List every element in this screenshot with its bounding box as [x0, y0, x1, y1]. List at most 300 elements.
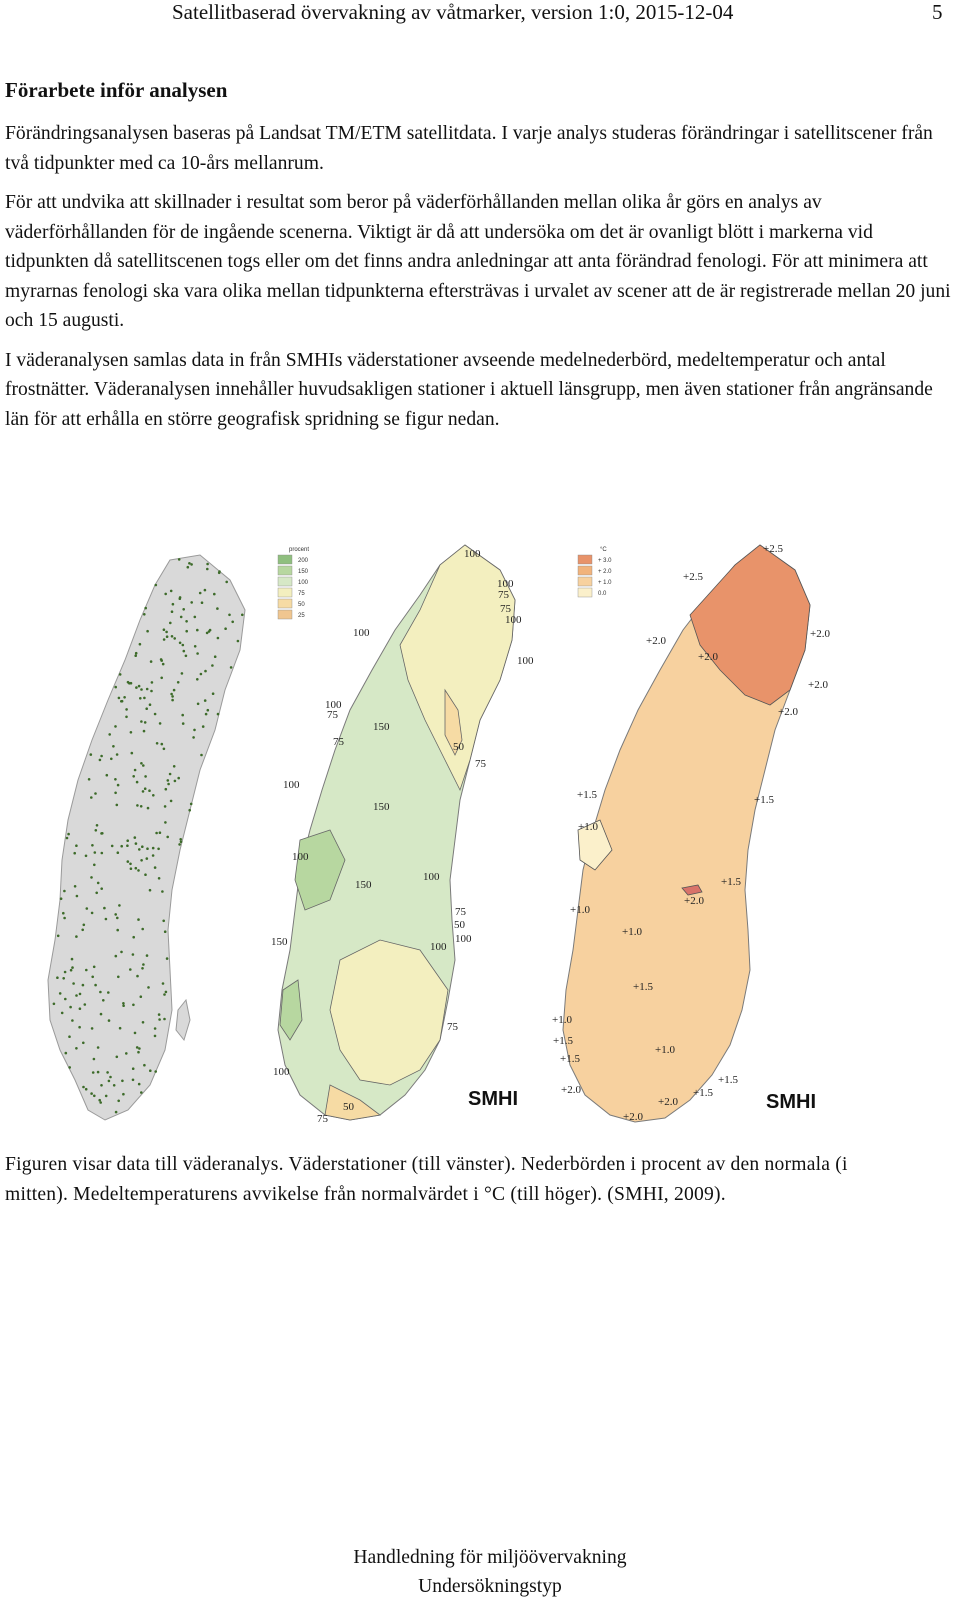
station-dot	[74, 885, 77, 888]
page-footer	[0, 1543, 960, 1601]
station-dot	[114, 778, 117, 781]
station-dot	[105, 918, 108, 921]
station-dot	[135, 867, 138, 870]
station-dot	[137, 918, 140, 921]
station-dot	[179, 838, 182, 841]
legend-swatch	[278, 555, 292, 564]
station-dot	[137, 869, 140, 872]
station-dot	[202, 725, 205, 728]
station-dot	[96, 824, 99, 827]
station-dot	[75, 1047, 78, 1050]
station-dot	[65, 1052, 68, 1055]
station-dot	[140, 1091, 143, 1094]
station-dot	[106, 774, 109, 777]
station-dot	[152, 794, 155, 797]
station-dot	[129, 968, 132, 971]
station-dot	[147, 986, 150, 989]
station-dot	[172, 603, 175, 606]
station-dot	[132, 1004, 135, 1007]
station-dot	[99, 1101, 102, 1104]
station-dot	[69, 1006, 72, 1009]
station-dot	[53, 1003, 56, 1006]
station-dot	[94, 851, 97, 854]
station-dot	[106, 1071, 109, 1074]
station-dot	[141, 928, 144, 931]
station-dot	[163, 628, 166, 631]
legend-label: 75	[298, 591, 305, 597]
station-dot	[118, 697, 121, 700]
station-dot	[117, 851, 120, 854]
station-dot	[199, 592, 202, 595]
station-dot	[200, 754, 203, 757]
station-dot	[136, 975, 139, 978]
contour-label: 150	[373, 801, 390, 813]
contour-label: +1.5	[754, 794, 774, 806]
station-dot	[114, 686, 117, 689]
station-dot	[170, 693, 173, 696]
station-dot	[194, 616, 197, 619]
station-dot	[129, 863, 132, 866]
smhi-logo-temp: SMHI	[766, 1091, 816, 1113]
contour-label: 100	[325, 699, 342, 711]
station-dot	[100, 1084, 103, 1087]
station-dot	[138, 685, 141, 688]
station-dot	[71, 1019, 74, 1022]
station-dot	[190, 803, 193, 806]
station-dot	[79, 993, 82, 996]
station-dot	[209, 629, 212, 632]
contour-label: +1.5	[577, 789, 597, 801]
station-dot	[78, 1026, 81, 1029]
station-dot	[71, 966, 74, 969]
station-dot	[102, 999, 105, 1002]
station-dot	[204, 699, 207, 702]
station-dot	[163, 638, 166, 641]
station-dot	[131, 752, 134, 755]
station-dot	[90, 876, 93, 879]
station-dot	[95, 892, 98, 895]
station-dot	[159, 722, 162, 725]
station-dot	[158, 877, 161, 880]
legend-label: 0.0	[598, 591, 607, 597]
station-dot	[152, 847, 155, 850]
station-dot	[88, 778, 91, 781]
contour-label: +2.0	[808, 679, 828, 691]
station-dot	[126, 844, 129, 847]
gotland-outline	[176, 1000, 190, 1040]
station-dot	[134, 1032, 137, 1035]
station-dot	[158, 1018, 161, 1021]
page-header	[0, 0, 960, 30]
station-dot	[82, 984, 85, 987]
station-dot	[68, 1066, 71, 1069]
legend-swatch	[278, 577, 292, 586]
station-dot	[144, 787, 147, 790]
station-dot	[178, 558, 181, 561]
station-dot	[169, 622, 172, 625]
station-dot	[180, 616, 183, 619]
station-dot	[75, 844, 78, 847]
station-dot	[126, 839, 129, 842]
station-dot	[146, 688, 149, 691]
station-dot	[185, 655, 188, 658]
station-dot	[112, 745, 115, 748]
contour-label: 75	[327, 709, 338, 721]
legend-label: 100	[298, 580, 309, 586]
station-dot	[97, 1046, 100, 1049]
station-dot	[173, 765, 176, 768]
station-dot	[166, 836, 169, 839]
station-dot	[119, 1027, 122, 1030]
station-dot	[61, 1012, 64, 1015]
station-dot	[216, 607, 219, 610]
contour-label: 100	[497, 578, 514, 590]
station-dot	[163, 748, 166, 751]
contour-label: +1.0	[552, 1014, 572, 1026]
contour-label: 100	[455, 933, 472, 945]
station-dot	[90, 753, 93, 756]
temperature-map	[552, 543, 830, 1123]
station-dot	[214, 655, 217, 658]
station-dot	[174, 780, 177, 783]
station-dot	[115, 955, 118, 958]
station-dot	[57, 935, 60, 938]
legend-swatch	[278, 610, 292, 619]
station-dot	[150, 660, 153, 663]
legend-label: + 2.0	[598, 569, 612, 575]
contour-label: 150	[355, 879, 372, 891]
station-dot	[135, 652, 138, 655]
station-dot	[225, 581, 228, 584]
station-dot	[108, 733, 111, 736]
station-dot	[135, 686, 138, 689]
station-dot	[150, 690, 153, 693]
station-dot	[171, 695, 174, 698]
station-dot	[154, 1027, 157, 1030]
station-dot	[100, 887, 103, 890]
footer-line-1: Handledning för miljöövervakning	[353, 1547, 627, 1568]
station-dot	[169, 773, 172, 776]
contour-label: 75	[333, 736, 344, 748]
station-dot	[94, 792, 97, 795]
contour-label: 150	[373, 721, 390, 733]
station-dot	[136, 1046, 139, 1049]
station-dot	[120, 845, 123, 848]
contour-label: 100	[353, 627, 370, 639]
station-dot	[86, 907, 89, 910]
station-dot	[136, 781, 139, 784]
station-dot	[75, 935, 78, 938]
station-dot	[143, 1064, 146, 1067]
station-dot	[140, 805, 143, 808]
station-dot	[183, 650, 186, 653]
station-dot	[79, 1007, 82, 1010]
document-title: Satellitbaserad övervakning av våtmarker, version 1:0, 2015-12-04	[172, 0, 734, 24]
station-dot	[143, 697, 146, 700]
station-dot	[99, 759, 102, 762]
contour-label: +2.0	[810, 628, 830, 640]
station-dot	[192, 736, 195, 739]
temp-legend-title: °C	[600, 547, 607, 553]
station-dot	[85, 855, 88, 858]
station-dot	[217, 637, 220, 640]
station-dot	[93, 864, 96, 867]
station-dot	[128, 682, 131, 685]
contour-label: +2.0	[623, 1111, 643, 1123]
contour-label: +1.5	[633, 981, 653, 993]
station-dot	[99, 991, 102, 994]
contour-label: 100	[505, 614, 522, 626]
contour-label: 100	[423, 871, 440, 883]
station-dot	[140, 762, 143, 765]
station-dot	[56, 976, 59, 979]
station-dot	[144, 607, 147, 610]
contour-label: 100	[430, 941, 447, 953]
station-dot	[164, 930, 167, 933]
station-dot	[188, 809, 191, 812]
contour-label: +2.0	[698, 651, 718, 663]
station-dot	[179, 596, 182, 599]
station-dot	[147, 807, 150, 810]
station-dot	[116, 804, 119, 807]
station-dot	[140, 720, 143, 723]
station-dot	[196, 678, 199, 681]
station-dot	[91, 912, 94, 915]
contour-label: 75	[475, 758, 486, 770]
contour-label: 100	[517, 655, 534, 667]
station-dot	[100, 832, 103, 835]
station-dot	[197, 703, 200, 706]
station-dot	[122, 1004, 125, 1007]
station-dot	[146, 847, 149, 850]
station-dot	[194, 645, 197, 648]
station-dot	[143, 730, 146, 733]
station-dot	[144, 721, 147, 724]
station-dot	[193, 729, 196, 732]
station-dot	[156, 742, 159, 745]
station-dot	[180, 841, 183, 844]
station-dot	[130, 731, 133, 734]
legend-label: 50	[298, 602, 305, 608]
station-dot	[64, 971, 67, 974]
contour-label: +1.5	[553, 1035, 573, 1047]
precipitation-map	[270, 545, 534, 1125]
station-dot	[116, 753, 119, 756]
station-dot	[125, 716, 128, 719]
station-dot	[164, 593, 167, 596]
legend-swatch	[278, 599, 292, 608]
station-dot	[164, 805, 167, 808]
station-dot	[93, 1095, 96, 1098]
contour-label: 50	[454, 919, 465, 931]
station-dot	[148, 789, 151, 792]
station-dot	[100, 1013, 103, 1016]
station-dot	[93, 966, 96, 969]
station-dot	[228, 614, 231, 617]
station-dot	[217, 713, 220, 716]
station-dot	[171, 610, 174, 613]
figure-caption: Figuren visar data till väderanalys. Väderstationer (till vänster). Nederbörden i procent av den normala (i mitten). Medeltemperaturens avvikelse från normalvärdet i °C (till höger). (SMHI, 2009).	[5, 1154, 848, 1205]
station-dot	[76, 895, 79, 898]
station-dot	[137, 1051, 140, 1054]
legend-swatch	[578, 588, 592, 597]
station-dot	[144, 873, 147, 876]
paragraph: För att undvika att skillnader i resultat som beror på väderförhållanden mellan olika år görs en analys av väderförhållanden för de ingående scenerna. Viktigt är då att undersöka om det är ovanligt blött i markerna vid tidpunkten då satellitscenen togs eller om det finns andra anledningar att anta förändrad fenologi. För att minimera att myrarnas fenologi ska vara olika mellan tidpunkterna eftersträvas i urvalet av scener att de är registrerade mellan 20 juni och 15 augusti.	[5, 192, 951, 331]
station-dot	[100, 755, 103, 758]
station-dot	[212, 692, 215, 695]
station-dot	[63, 917, 66, 920]
station-dot	[207, 709, 210, 712]
contour-label: +2.0	[684, 895, 704, 907]
legend-label: 200	[298, 558, 309, 564]
legend-label: + 1.0	[598, 580, 612, 586]
station-dot	[163, 993, 166, 996]
station-dot	[83, 924, 86, 927]
station-dot	[81, 929, 84, 932]
station-dot	[163, 1018, 166, 1021]
station-dot	[188, 562, 191, 565]
station-dot	[166, 635, 169, 638]
contour-label: 50	[343, 1101, 354, 1113]
station-dot	[142, 1021, 145, 1024]
station-dot	[132, 953, 135, 956]
station-dot	[132, 1079, 135, 1082]
precip-legend-title: procent	[289, 547, 310, 553]
station-dot	[171, 635, 174, 638]
contour-label: 75	[498, 589, 509, 601]
sweden-outline-stations	[48, 555, 245, 1120]
contour-label: +1.5	[721, 876, 741, 888]
station-dot	[91, 1027, 94, 1030]
station-dot	[141, 967, 144, 970]
station-dot	[114, 913, 117, 916]
station-dot	[67, 833, 70, 836]
station-dot	[154, 713, 157, 716]
station-dot	[118, 904, 121, 907]
station-dot	[139, 697, 142, 700]
contour-label: 100	[273, 1066, 290, 1078]
station-dot	[135, 842, 138, 845]
station-dot	[177, 777, 180, 780]
station-dot	[121, 700, 124, 703]
station-dot	[170, 800, 173, 803]
station-dot	[140, 688, 143, 691]
station-dot	[111, 845, 114, 848]
station-dot	[171, 699, 174, 702]
station-dot	[85, 1088, 88, 1091]
station-dot	[162, 663, 165, 666]
station-dot	[117, 1100, 120, 1103]
station-dot	[109, 1076, 112, 1079]
smhi-logo-precip: SMHI	[468, 1088, 518, 1110]
station-dot	[142, 963, 145, 966]
station-dot	[97, 882, 100, 885]
station-dot	[165, 788, 168, 791]
station-dot	[160, 659, 163, 662]
station-dot	[101, 852, 104, 855]
station-dot	[132, 936, 135, 939]
station-dot	[132, 775, 135, 778]
station-dot	[110, 758, 113, 761]
contour-label: 75	[455, 906, 466, 918]
station-dot	[206, 563, 209, 566]
station-dot	[90, 796, 93, 799]
legend-swatch	[578, 566, 592, 575]
station-dot	[155, 832, 158, 835]
contour-label: +1.0	[655, 1044, 675, 1056]
contour-label: 100	[292, 851, 309, 863]
station-dot	[154, 1070, 157, 1073]
station-dot	[157, 848, 160, 851]
station-dot	[190, 563, 193, 566]
station-dot	[73, 852, 76, 855]
station-dot	[113, 1084, 116, 1087]
station-dot	[134, 769, 137, 772]
station-dot	[116, 929, 119, 932]
station-dot	[182, 644, 185, 647]
station-dot	[82, 1042, 85, 1045]
station-dot	[182, 608, 185, 611]
station-dot	[98, 1099, 101, 1102]
station-dot	[62, 977, 65, 980]
station-dot	[162, 982, 165, 985]
station-dot	[149, 1069, 152, 1072]
station-dot	[181, 714, 184, 717]
station-dot	[190, 601, 193, 604]
station-dot	[181, 672, 184, 675]
station-dot	[94, 984, 97, 987]
station-dot	[213, 593, 216, 596]
station-dot	[138, 1047, 141, 1050]
station-dot	[117, 976, 120, 979]
station-dot	[161, 890, 164, 893]
contour-label: 75	[447, 1021, 458, 1033]
station-dot	[95, 829, 98, 832]
station-dot	[116, 1056, 119, 1059]
station-dot	[165, 631, 168, 634]
station-dot	[84, 1003, 87, 1006]
legend-swatch	[278, 566, 292, 575]
station-dot	[108, 1019, 111, 1022]
station-dot	[122, 1093, 125, 1096]
station-dot	[152, 854, 155, 857]
station-dot	[138, 848, 141, 851]
station-dot	[70, 969, 73, 972]
station-dot	[173, 689, 176, 692]
main-content	[5, 78, 955, 444]
contour-label: 75	[500, 603, 511, 615]
station-dot	[167, 779, 170, 782]
legend-label: 25	[298, 613, 305, 619]
legend-swatch	[278, 588, 292, 597]
station-dot	[59, 992, 62, 995]
station-dot	[92, 1071, 95, 1074]
station-dot	[179, 642, 182, 645]
station-dot	[63, 890, 66, 893]
contour-label: +1.5	[560, 1053, 580, 1065]
station-dot	[146, 630, 149, 633]
station-dot	[91, 844, 94, 847]
station-dot	[170, 590, 173, 593]
station-dot	[85, 969, 88, 972]
station-dot	[237, 640, 240, 643]
station-dot	[97, 1071, 100, 1074]
station-dot	[122, 1002, 125, 1005]
station-dot	[165, 991, 168, 994]
station-dot	[114, 792, 117, 795]
contour-label: +2.5	[683, 571, 703, 583]
station-dot	[117, 784, 120, 787]
